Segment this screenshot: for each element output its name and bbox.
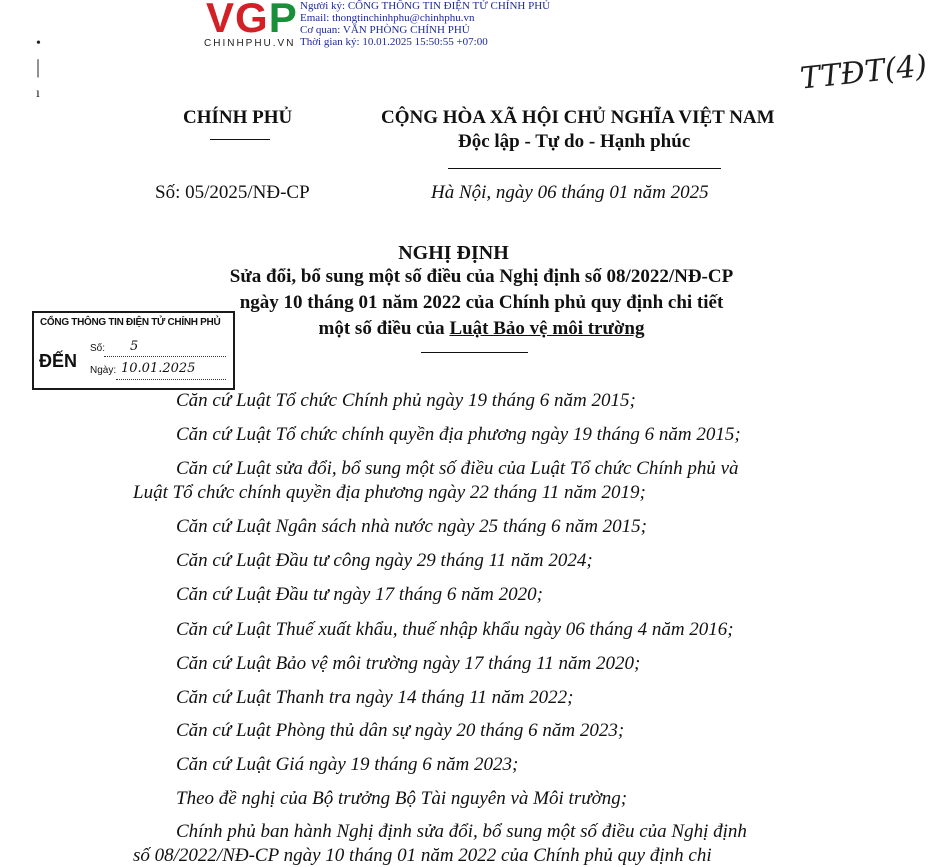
margin-bar: | [36, 56, 41, 78]
title-underline [421, 352, 528, 353]
stamp-date-line [116, 379, 226, 380]
basis-line: Căn cứ Luật Đầu tư ngày 17 tháng 6 năm 2020; [176, 584, 543, 605]
signature-email: Email: thongtinchinhphu@chinhphu.vn [300, 12, 475, 24]
issuer-name: CHÍNH PHỦ [183, 107, 293, 128]
basis-line: Căn cứ Luật sửa đổi, bổ sung một số điều của Luật Tổ chức Chính phủ và [176, 458, 739, 479]
basis-line: Căn cứ Luật Giá ngày 19 tháng 6 năm 2023; [176, 754, 519, 775]
place-and-date: Hà Nội, ngày 06 tháng 01 năm 2025 [431, 182, 709, 203]
stamp-org: CỔNG THÔNG TIN ĐIỆN TỬ CHÍNH PHỦ [40, 317, 221, 328]
basis-line: Căn cứ Luật Tổ chức Chính phủ ngày 19 tháng 6 năm 2015; [176, 390, 636, 411]
basis-line: Căn cứ Luật Thanh tra ngày 14 tháng 11 năm 2022; [176, 687, 574, 708]
stamp-number-line [104, 356, 226, 357]
digital-signature-block [300, 0, 550, 48]
proposal-line: Theo đề nghị của Bộ trưởng Bộ Tài nguyên và Môi trường; [176, 788, 628, 809]
basis-line: Căn cứ Luật Thuế xuất khẩu, thuế nhập khẩu ngày 06 tháng 4 năm 2016; [176, 619, 734, 640]
vgp-logo: VGP [206, 0, 298, 41]
basis-line: Căn cứ Luật Ngân sách nhà nước ngày 25 tháng 6 năm 2015; [176, 516, 648, 537]
issuer-underline [210, 139, 270, 140]
signature-signer: Người ký: CỔNG THÔNG TIN ĐIỆN TỬ CHÍNH PHỦ [300, 0, 551, 12]
basis-line: Căn cứ Luật Đầu tư công ngày 29 tháng 11 năm 2024; [176, 550, 593, 571]
stamp-number-label: Số: [90, 343, 106, 354]
vgp-logo-subtitle: CHINHPHU.VN [204, 38, 296, 49]
signature-time: Thời gian ký: 10.01.2025 15:50:55 +07:00 [300, 36, 488, 48]
margin-dot: • [36, 36, 41, 51]
margin-tick: ı [36, 86, 40, 101]
basis-line: Luật Tổ chức chính quyền địa phương ngày 22 tháng 11 năm 2019; [133, 482, 646, 503]
stamp-date-label: Ngày: [90, 365, 117, 376]
national-motto: Độc lập - Tự do - Hạnh phúc [458, 131, 691, 152]
document-type-title: NGHỊ ĐỊNH [398, 242, 509, 264]
received-stamp [32, 311, 235, 390]
title-line-2: ngày 10 tháng 01 năm 2022 của Chính phủ quy định chi tiết [239, 292, 724, 313]
enactment-line-cont: số 08/2022/NĐ-CP ngày 10 tháng 01 năm 2022 của Chính phủ quy định chi [133, 845, 712, 866]
motto-underline [448, 168, 721, 169]
basis-line: Căn cứ Luật Phòng thủ dân sự ngày 20 tháng 6 năm 2023; [176, 720, 625, 741]
enactment-line: Chính phủ ban hành Nghị định sửa đổi, bổ sung một số điều của Nghị định [176, 821, 747, 842]
basis-line: Căn cứ Luật Bảo vệ môi trường ngày 17 tháng 11 năm 2020; [176, 653, 641, 674]
law-name-underlined: Luật Bảo vệ môi trường [449, 318, 645, 339]
title-line-3: một số điều của Luật Bảo vệ môi trường [318, 318, 645, 339]
stamp-number-value: 5 [130, 339, 139, 354]
signature-agency: Cơ quan: VĂN PHÒNG CHÍNH PHỦ [300, 24, 470, 36]
stamp-date-value: 10.01.2025 [121, 361, 196, 376]
title-line-1: Sửa đổi, bổ sung một số điều của Nghị định số 08/2022/NĐ-CP [229, 266, 734, 287]
basis-line: Căn cứ Luật Tổ chức chính quyền địa phương ngày 19 tháng 6 năm 2015; [176, 424, 741, 445]
document-number: Số: 05/2025/NĐ-CP [155, 182, 310, 203]
stamp-den: ĐẾN [39, 351, 78, 371]
handwritten-note: TTĐT(4) [798, 48, 929, 97]
nation-name: CỘNG HÒA XÃ HỘI CHỦ NGHĨA VIỆT NAM [381, 107, 775, 128]
